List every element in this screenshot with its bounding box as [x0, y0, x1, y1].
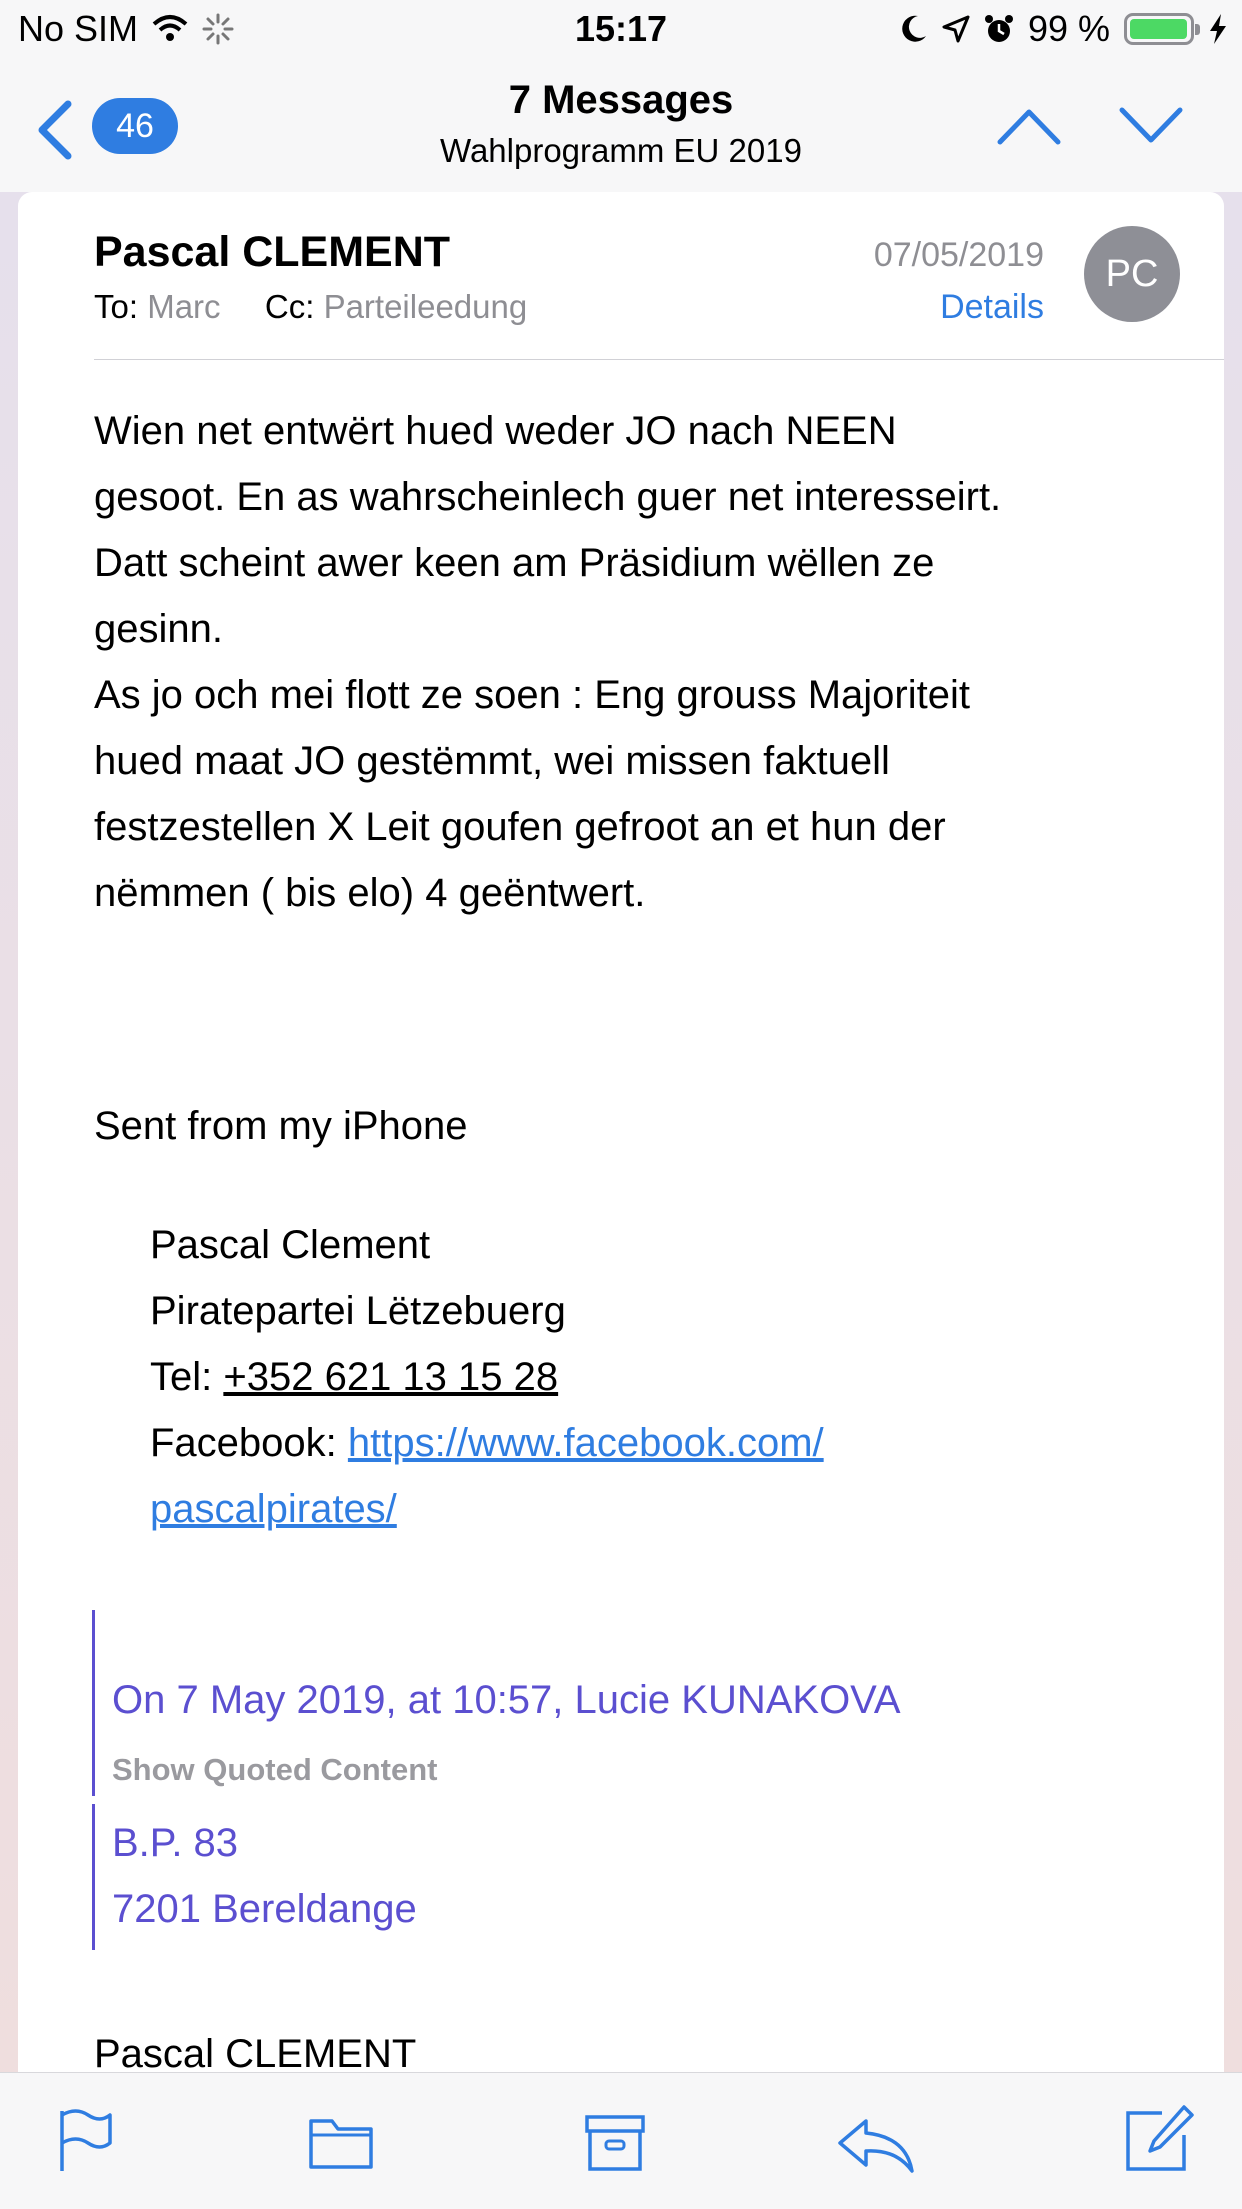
quote-line: B.P. 83 [112, 1821, 239, 1865]
details-link[interactable]: Details [940, 288, 1044, 326]
avatar[interactable]: PC [1084, 226, 1180, 322]
quote-header: On 7 May 2019, at 10:57, Lucie KUNAKOVA [112, 1678, 901, 1722]
header-divider [94, 359, 1224, 360]
phone-link[interactable]: +352 621 13 15 28 [223, 1355, 559, 1399]
status-right [900, 8, 1228, 50]
back-count-badge[interactable]: 46 [92, 98, 178, 154]
flag-icon[interactable] [58, 2109, 114, 2173]
thread-count-title: 7 Messages [508, 78, 734, 122]
body-line: nëmmen ( bis elo) 4 geëntwert. [94, 871, 646, 915]
to-recipient[interactable]: Marc [147, 288, 221, 325]
message-body [94, 398, 1204, 926]
signature-facebook-line [150, 1410, 824, 1476]
alarm-icon [984, 14, 1014, 44]
body-line: As jo och mei flott ze soen : Eng grouss Majoriteit [94, 673, 970, 717]
facebook-link-continued[interactable]: pascalpirates/ [150, 1487, 397, 1531]
thread-subject: Wahlprogramm EU 2019 [440, 132, 802, 169]
quote-collapsed-marker [92, 1750, 95, 1796]
reply-icon[interactable] [836, 2117, 916, 2173]
show-quoted-content-button[interactable]: Show Quoted Content [112, 1752, 438, 1787]
navigation-bar [0, 62, 1242, 193]
next-message-sender[interactable]: Pascal CLEMENT [94, 2032, 417, 2072]
body-line: Wien net entwërt hued weder JO nach NEEN [94, 409, 897, 453]
previous-message-chevron-up-icon[interactable] [996, 106, 1062, 146]
bottom-toolbar [0, 2072, 1242, 2209]
signature-org: Piratepartei Lëtzebuerg [150, 1289, 566, 1333]
facebook-link[interactable]: https://www.facebook.com/ [347, 1421, 824, 1465]
to-label: To: [94, 288, 139, 325]
body-line: gesinn. [94, 607, 223, 651]
cc-recipient[interactable]: Parteileedung [323, 288, 528, 325]
body-line: gesoot. En as wahrscheinlech guer net interesseirt. [94, 475, 1002, 519]
quoted-text [112, 1810, 417, 1942]
battery-percent: 99 % [1027, 8, 1110, 49]
tel-label: Tel: [150, 1355, 224, 1399]
signature-tel-line [150, 1344, 824, 1410]
sent-from-line: Sent from my iPhone [94, 1104, 468, 1148]
compose-icon[interactable] [1124, 2103, 1196, 2173]
next-message-chevron-down-icon[interactable] [1118, 106, 1184, 146]
battery-fill [1130, 19, 1187, 39]
status-time: 15:17 [574, 8, 668, 49]
facebook-label: Facebook: [150, 1421, 348, 1465]
location-arrow-icon [942, 15, 970, 43]
recipients-line [94, 288, 527, 326]
sender-name[interactable]: Pascal CLEMENT [94, 228, 451, 276]
carrier-label: No SIM [18, 8, 139, 49]
archive-icon[interactable] [584, 2113, 646, 2173]
signature-block [150, 1212, 824, 1542]
signature-name: Pascal Clement [150, 1223, 431, 1267]
charging-bolt-icon [1208, 13, 1228, 45]
cc-label: Cc: [264, 288, 315, 325]
message-date: 07/05/2019 [873, 236, 1044, 274]
quote-bar [92, 1804, 95, 1950]
message-card [18, 192, 1224, 2072]
quote-line: 7201 Bereldange [112, 1887, 417, 1931]
battery-icon [1124, 13, 1194, 45]
status-bar [0, 0, 1242, 62]
body-line: hued maat JO gestëmmt, wei missen faktuell [94, 739, 890, 783]
body-line: Datt scheint awer keen am Präsidium wëllen ze [94, 541, 935, 585]
folder-icon[interactable] [308, 2115, 374, 2171]
body-line: festzestellen X Leit goufen gefroot an et hun der [94, 805, 946, 849]
moon-icon [900, 14, 928, 44]
